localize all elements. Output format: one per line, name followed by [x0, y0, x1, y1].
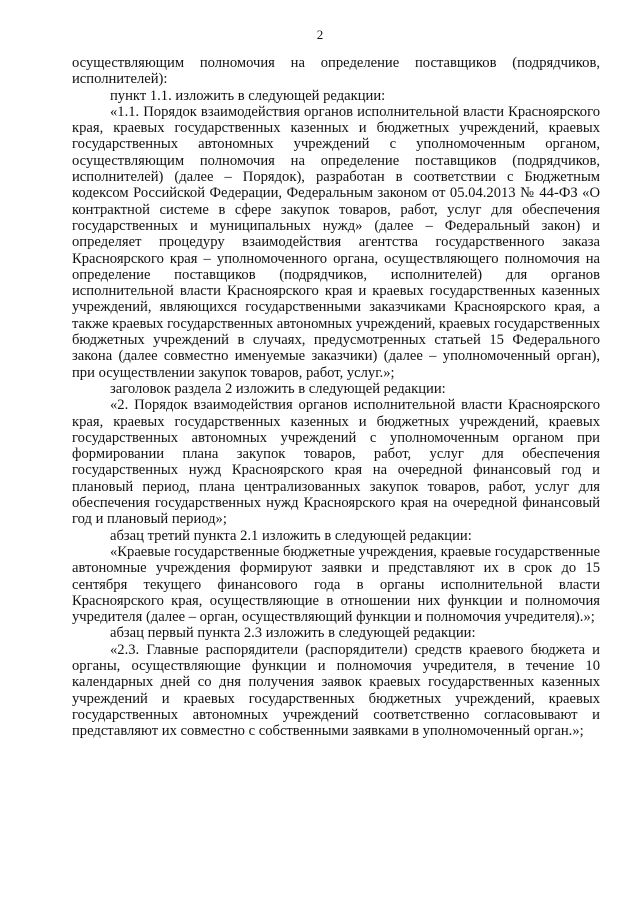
paragraph: абзац первый пункта 2.3 изложить в следующей редакции: — [110, 625, 476, 642]
paragraph: пункт 1.1. изложить в следующей редакции: — [110, 87, 386, 104]
paragraph: «Краевые государственные бюджетные учреждения, краевые государственные автономные учреждения формируют заявки и представляют их в срок до 15 сентября текущего финансового года в органы исполнительной власти Красноярского края, осуществляющие в отношении них функции и полномочия учредителя (далее – орган, осуществляющий функции и полномочия учредителя).»; — [72, 543, 600, 626]
document-body — [72, 55, 600, 739]
paragraph: осуществляющим полномочия на определение поставщиков (подрядчиков, исполнителей): — [72, 55, 600, 88]
paragraph: «2.3. Главные распорядители (распорядители) средств краевого бюджета и органы, осуществляющие функции и полномочия учредителя, в течение 10 календарных дней со дня получения заявок краевых государственных казенных учреждений и краевых государственных бюджетных учреждений, краевых государственных автономных учреждений соответственно согласовывают и представляют их совместно с собственными заявками в уполномоченный орган.»; — [72, 641, 600, 740]
paragraph: абзац третий пункта 2.1 изложить в следующей редакции: — [110, 527, 472, 544]
paragraph: заголовок раздела 2 изложить в следующей редакции: — [110, 380, 446, 397]
page-number: 2 — [316, 27, 324, 42]
paragraph: «2. Порядок взаимодействия органов исполнительной власти Красноярского края, краевых государственных казенных и бюджетных учреждений, краевых государственных автономных учреждений с уполномоченным органом при формировании плана закупок товаров, работ, услуг для обеспечения государственных нужд Красноярского края на очередной финансовый год и плановый период, плана централизованных закупок товаров, работ, услуг для обеспечения государственных нужд Красноярского края на очередной финансовый год и плановый период»; — [72, 397, 600, 528]
paragraph: «1.1. Порядок взаимодействия органов исполнительной власти Красноярского края, краевых государственных казенных и бюджетных учреждений, краевых государственных автономных учреждений с уполномоченным органом, осуществляющим полномочия на определение поставщиков (подрядчиков, исполнителей) (далее – Порядок), разработан в соответствии с Бюджетным кодексом Российской Федерации, Федеральным законом от 05.04.2013 № 44-ФЗ «О контрактной системе в сфере закупок товаров, работ, услуг для обеспечения государственных и муниципальных нужд» (далее – Федеральный закон) и определяет процедуру взаимодействия агентства государственного заказа Красноярского края – уполномоченного органа, осуществляющего полномочия на определение поставщиков (подрядчиков, исполнителей) для органов исполнительной власти Красноярского края и краевых государственных казенных учреждений, являющихся государственными заказчиками Красноярского края, а также краевых государственных автономных учреждений, краевых государственных бюджетных учреждений в случаях, предусмотренных статьей 15 Федерального закона (далее совместно именуемые заказчики) (далее – уполномоченный орган), при осуществлении закупок товаров, работ, услуг.»; — [72, 103, 600, 381]
